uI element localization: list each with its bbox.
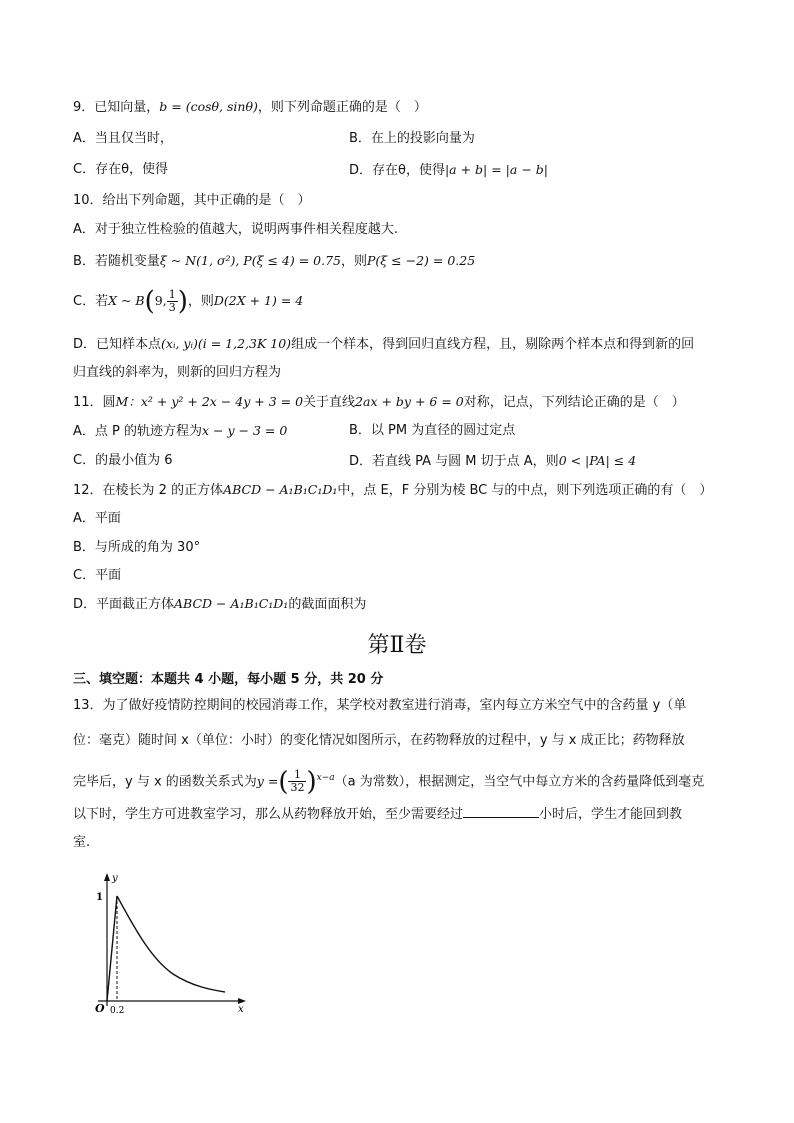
q9-option-a: A．当且仅当时， — [73, 131, 173, 146]
q11-stem: 11．圆M：x² + y² + 2x − 4y + 3 = 0关于直线2ax + by + 6 = 0对称，记点，下列结论正确的是（ ） — [73, 394, 685, 410]
x-axis-label: x — [238, 1004, 244, 1015]
q10-option-c: C．若X ~ B(9, $\frac{1}{3}$ )，则D(2X + 1) = 4 — [73, 286, 304, 317]
q9-option-c: C．存在θ，使得 — [73, 162, 169, 177]
part-two-title: 第Ⅱ卷 — [367, 633, 427, 658]
decay-curve — [117, 896, 225, 992]
q12-stem: 12．在棱长为 2 的正方体ABCD − A₁B₁C₁D₁中，点 E，F 分别为棱 BC 与的中点，则下列选项正确的有（ ） — [73, 482, 713, 498]
q13-line5: 室. — [73, 835, 91, 850]
y-tick-label: 1 — [96, 892, 103, 903]
q12-option-b: B．与所成的角为 30° — [73, 540, 201, 555]
q12-option-d: D．平面截正方体ABCD − A₁B₁C₁D₁的截面面积为 — [73, 596, 367, 612]
q13-line2: 位：毫克）随时间 x（单位：小时）的变化情况如图所示，在药物释放的过程中，y 与 x 成正比；药物释放 — [73, 733, 685, 748]
q12-option-a: A．平面 — [73, 511, 121, 526]
q10-option-a: A．对于独立性检验的值越大，说明两事件相关程度越大. — [73, 222, 399, 237]
section-three-heading: 三、填空题：本题共 4 小题，每小题 5 分，共 20 分 — [73, 672, 384, 687]
q10-option-b: B．若随机变量ξ ~ N(1, σ²), P(ξ ≤ 4) = 0.75，则P(ξ ≤ −2) = 0.25 — [73, 253, 476, 269]
rising-segment — [107, 896, 117, 1001]
q10-stem: 10．给出下列命题，其中正确的是（ ） — [73, 193, 311, 208]
q9-option-d: D．存在θ，使得|a + b| = |a − b| — [349, 162, 548, 178]
q11-option-b: B．以 PM 为直径的圆过定点 — [349, 423, 516, 438]
q9-stem: 9．已知向量，b = (cosθ, sinθ)，则下列命题正确的是（ ） — [73, 99, 427, 115]
q12-option-c: C．平面 — [73, 568, 122, 583]
q9-option-b: B．在上的投影向量为 — [349, 131, 475, 146]
origin-label: O — [95, 1002, 105, 1015]
q11-option-a: A．点 P 的轨迹方程为x − y − 3 = 0 — [73, 423, 288, 439]
q10-option-d-line2: 归直线的斜率为，则新的回归方程为 — [73, 365, 282, 380]
decay-graph — [88, 870, 258, 1020]
x-tick-label: 0.2 — [110, 1006, 125, 1016]
answer-blank[interactable] — [463, 805, 539, 818]
q10-option-d-line1: D．已知样本点(xᵢ, yᵢ)(i = 1,2,3K 10)组成一个样本，得到回归直线方程，且，剔除两个样本点和得到新的回 — [73, 336, 695, 352]
q11-option-d: D．若直线 PA 与圆 M 切于点 A，则0 < |PA| ≤ 4 — [349, 453, 637, 469]
q13-line3: 完毕后，y 与 x 的函数关系式为y =( $\frac{1}{32}$ )$^{x-a}$（a 为常数），根据测定，当空气中每立方米的含药量降低到毫克 — [73, 766, 705, 797]
q13-line1: 13．为了做好疫情防控期间的校园消毒工作，某学校对教室进行消毒，室内每立方米空气中的含药量 y（单 — [73, 698, 687, 713]
y-axis-arrow-icon — [104, 873, 110, 881]
y-axis-label: y — [112, 873, 118, 884]
q13-line4: 以下时，学生方可进教室学习，那么从药物释放开始，至少需要经过 小时后，学生才能回到教 — [73, 807, 683, 822]
q11-option-c: C．的最小值为 6 — [73, 453, 173, 468]
